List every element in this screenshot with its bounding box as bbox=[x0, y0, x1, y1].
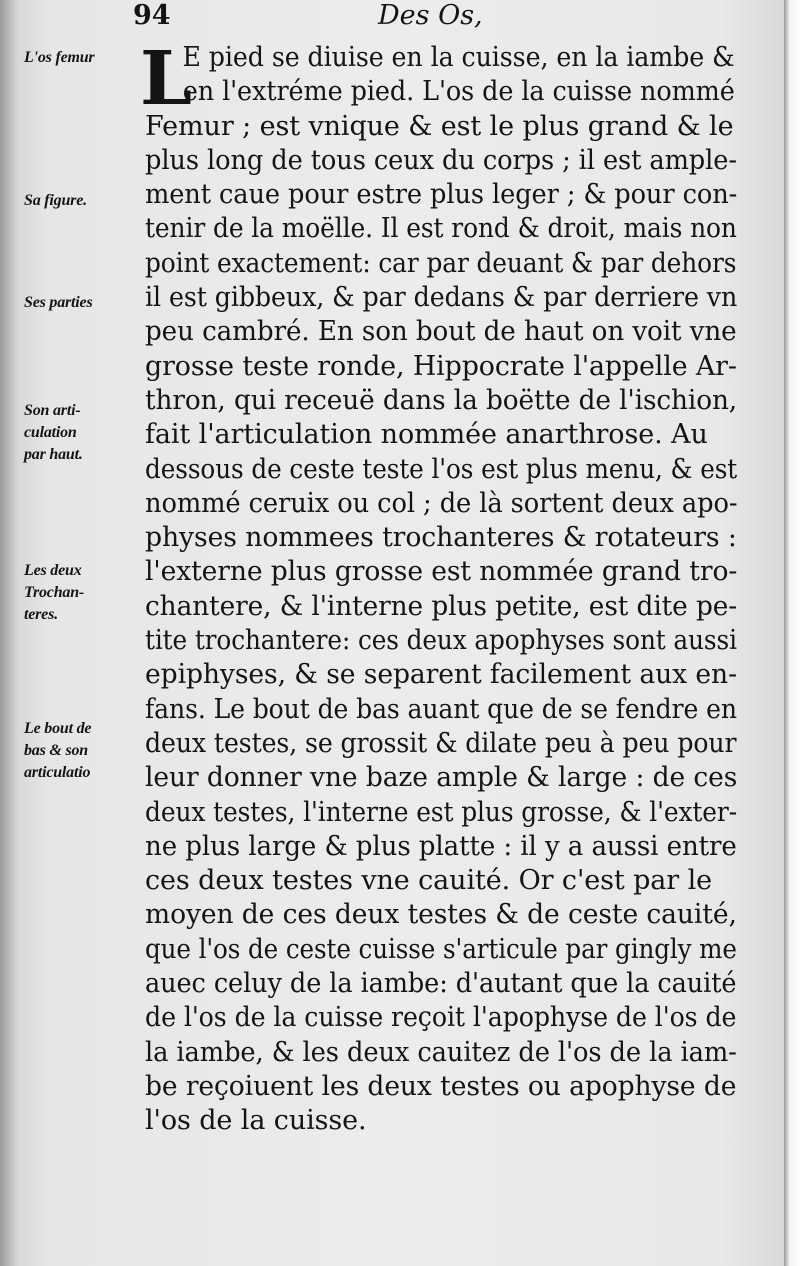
text-line: nommé ceruix ou col ; de là sortent deux apo- bbox=[145, 487, 738, 519]
text-line: point exactement: car par deuant & par dehors bbox=[145, 247, 737, 279]
gutter-shadow bbox=[0, 0, 18, 1266]
margin-note-bout-de-bas: Le bout de bas & son articulatio bbox=[24, 720, 92, 781]
margin-note-parties: Ses parties bbox=[24, 294, 93, 311]
text-line: la iambe, & les deux cauitez de l'os de la iam- bbox=[145, 1036, 737, 1068]
text-line: physes nommees trochanteres & rotateurs : bbox=[145, 522, 737, 554]
text-line: peu cambré. En son bout de haut on voit vne bbox=[145, 316, 737, 348]
text-line: tenir de la moëlle. Il est rond & droit, mais non bbox=[145, 213, 737, 245]
text-line: dessous de ceste teste l'os est plus menu, & est bbox=[145, 453, 738, 485]
text-line: l'externe plus grosse est nommée grand tro- bbox=[145, 556, 738, 588]
page-number: 94 bbox=[133, 0, 171, 31]
text-line: moyen de ces deux testes & de ceste cauité, bbox=[145, 899, 737, 931]
text-line: tite trochantere: ces deux apophyses sont aussi bbox=[145, 625, 737, 657]
running-head: Des Os, bbox=[378, 0, 483, 31]
text-line: il est gibbeux, & par dedans & par derriere vn bbox=[145, 282, 738, 314]
text-line: ces deux testes vne cauité. Or c'est par le bbox=[145, 865, 713, 897]
text-line: chantere, & l'interne plus petite, est dite pe- bbox=[145, 590, 738, 622]
page-edge bbox=[784, 0, 800, 1266]
text-line: thron, qui receuë dans la boëtte de l'ischion, bbox=[145, 384, 738, 416]
drop-cap: L bbox=[140, 36, 193, 122]
margin-note-articulation-haut: Son arti- culation par haut. bbox=[24, 402, 83, 463]
margin-note-trochanteres: Les deux Trochan- teres. bbox=[24, 562, 85, 623]
text-line: ne plus large & plus platte : il y a aussi entre bbox=[145, 830, 737, 862]
text-line: auec celuy de la iambe: d'autant que la cauité bbox=[145, 968, 737, 1000]
body-text bbox=[145, 41, 737, 1139]
text-line: l'os de la cuisse. bbox=[145, 1105, 367, 1137]
text-line: que l'os de ceste cuisse s'articule par gingly me bbox=[145, 933, 737, 965]
text-line: epiphyses, & se separent facilement aux en- bbox=[145, 659, 737, 691]
text-line: leur donner vne baze ample & large : de ces bbox=[145, 762, 738, 794]
page-header bbox=[0, 0, 784, 40]
text-line: grosse teste ronde, Hippocrate l'appelle Ar- bbox=[145, 350, 737, 382]
text-line: ment caue pour estre plus leger ; & pour con- bbox=[145, 179, 738, 211]
text-line: Femur ; est vnique & est le plus grand & le bbox=[145, 110, 734, 142]
text-line: E pied se diuise en la cuisse, en la iambe & bbox=[182, 42, 735, 73]
text-line: fans. Le bout de bas auant que de se fendre en bbox=[145, 693, 737, 725]
text-line: deux testes, se grossit & dilate peu à peu pour bbox=[145, 727, 737, 759]
margin-note-figure: Sa figure. bbox=[24, 192, 87, 209]
text-line: en l'extréme pied. L'os de la cuisse nommé bbox=[182, 76, 735, 108]
text-line: fait l'articulation nommée anarthrose. Au bbox=[145, 419, 708, 451]
text-line: deux testes, l'interne est plus grosse, & l'exter- bbox=[145, 796, 738, 828]
margin-note-femur: L'os femur bbox=[24, 49, 95, 66]
text-line: plus long de tous ceux du corps ; il est ample- bbox=[145, 144, 737, 176]
text-line: de l'os de la cuisse reçoit l'apophyse de l'os de bbox=[145, 1002, 737, 1034]
text-line: be reçoiuent les deux testes ou apophyse de bbox=[145, 1070, 737, 1102]
